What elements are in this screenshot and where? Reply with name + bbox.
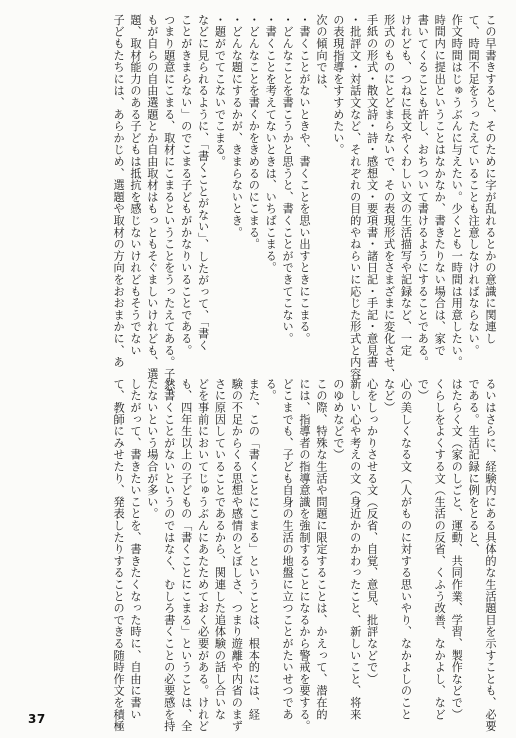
text-line: ・どんな題にするかが、きまらないとき。 [230, 14, 244, 239]
text-line: には、指導者の指導意識を強制することになるから警戒を要する。 [298, 378, 312, 732]
text-line: また、この「書くことにこまる」ということは、根本的には、経 [247, 378, 261, 721]
text-line: くらしをよくする文（生活の反省、くふう改善、なかよし、など [433, 378, 447, 721]
text-line: 書いてくることも許し、おちついて書けるようにすることである。 [416, 14, 430, 368]
text-line: 心をしっかりさせる文（反省、自覚、意見、批評などで） [365, 378, 379, 685]
text-line: ・批評文・対話文など、それぞれの目的やねらいに応じた形式と内容 [348, 14, 362, 380]
text-line: 作文時間はじゅうぶんに与えたい。少くとも一時間は用意したい。 [450, 14, 464, 368]
text-line: など） [382, 378, 396, 414]
text-line: たないという場合が多い。 [145, 378, 159, 520]
text-line: る。 [264, 378, 278, 402]
text-line: である。生活記録に例をとると、 [467, 378, 481, 555]
text-line: の表現指導をすすめたい。 [331, 14, 345, 156]
text-line: どこまでも、子ども自身の生活の地盤に立つことがたいせつであ [281, 378, 295, 721]
text-line: るいはさらに、経験内にある具体的な生活題目を示すことも、必要 [484, 378, 497, 732]
text-line: けれども、つねに長文やくわしい文の生活描写や記録など、一定 [399, 14, 413, 357]
text-line: て、教師にみせたり、発表したりすることのできる随時作文を積極 [112, 378, 126, 732]
text-line: 験の不足からくる思想や感情のとぼしさ、つまり遊離や内省のまず [230, 378, 244, 732]
text-line: ・書くことがないときや、書くことを思い出すときにこまる。 [298, 14, 312, 345]
text-line: もが自らの自由選題とか自由取材はもっともそぐましいけれども、選 [145, 14, 159, 380]
text-line: 時間内に提出ということはなかなか、書きたりない場合は、家で [433, 14, 447, 357]
text-line: 新しい心や考えの文（身近かのかわったこと、新しいこと、将来 [348, 378, 362, 721]
text-line: ・どんなことを書こうかと思うと、書くことができてこない。 [281, 14, 295, 345]
text-line: この早書きすると、そのために字が乱れるとかの意識に関連し [484, 14, 497, 345]
page-number: 37 [28, 712, 46, 726]
text-line: 子どもたちには、あらかじめ、選題や取材の方向をおおまかに、あ [112, 14, 126, 368]
text-line: 次の傾向では、 [314, 14, 328, 97]
text-line: さに原因していることであるから、関連した追体験の話し合いな [213, 378, 227, 721]
text-line: この際、特殊な生活や問題に限定することは、かえって、潜在的 [314, 378, 328, 721]
text-line: ・題がでてこないでこまる。 [213, 14, 227, 168]
upper-text-block [109, 14, 498, 392]
text-line: 然書くことがないというのではなく、むしろ書くことの必要感を持 [162, 378, 176, 732]
text-line: ・書くことを考えてないときは、いちばこまる。 [264, 14, 278, 274]
text-line: どを事前においてじゅうぶんにあたためておく必要がある。けれど [196, 378, 210, 732]
text-line: したがって、書きたいことを、書きたくなった時に、自由に書い [128, 378, 142, 721]
text-line: つまり題意にこまる、取材にこまるということをうったえてある。子ど [162, 14, 176, 392]
text-line: 手紙の形式・散文詩・詩・感想文・要項書・諸日記・手記・意見書 [365, 14, 379, 368]
text-line: で） [416, 378, 430, 402]
text-line: ことがきまらない」のでこまる子どもがかなりいることである。 [179, 14, 193, 357]
text-line: などに見られるように、「書くことがない」、したがって、「書く [196, 14, 210, 352]
text-line: も、四年生以上の子どもの「書くことにこまる」ということは、全 [179, 378, 193, 732]
text-line: のゆめなどで） [331, 378, 345, 461]
text-line: ・どんなことを書くかをきめるのにこまる。 [247, 14, 261, 250]
text-line: 心の美しくなる文（人がものに対する思いやり、なかよしのこと [399, 378, 413, 721]
text-line: 形式のものにとどまらないで、その表現形式をさまざまに変化させ、 [382, 14, 396, 380]
text-line: はたらく文（家のしごと、運動、共同作業、学習、製作などで） [450, 378, 464, 721]
text-line: て、時間不足をうったえていることも注意しなければならない。 [467, 14, 481, 357]
text-line: 題、取材能力のある子どもは抵抗を感じないけれどもそうでない [128, 14, 142, 357]
lower-text-block [109, 378, 498, 732]
